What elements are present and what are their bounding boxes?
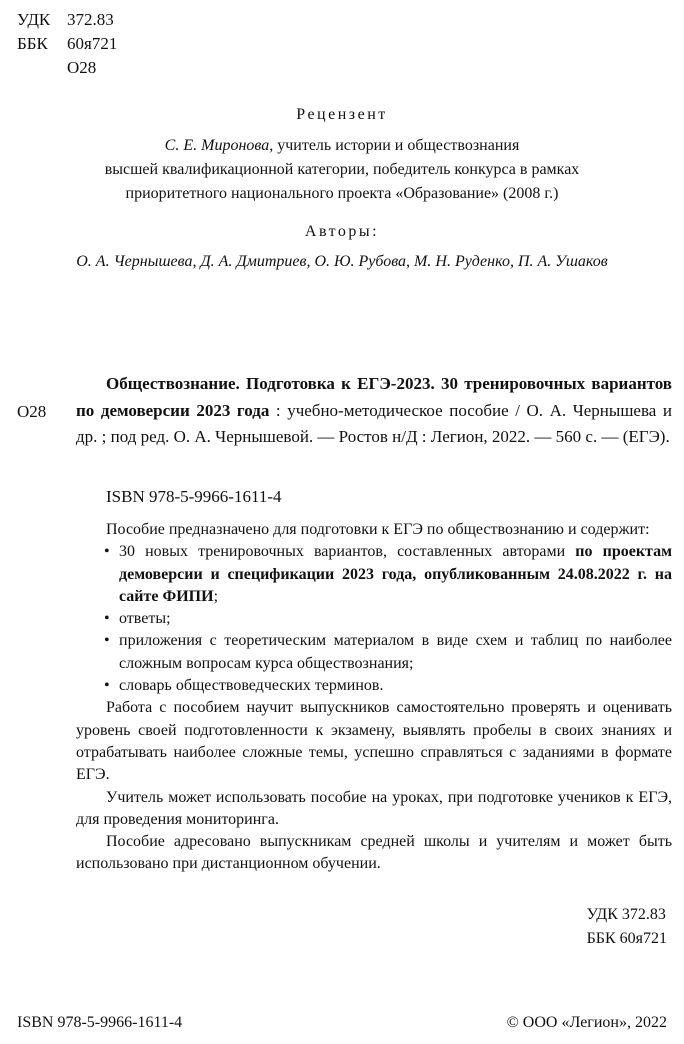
reviewer-block	[0, 103, 684, 206]
annotation-paragraph-4: Пособие адресовано выпускникам средней школы и учителям и может быть использовано при дистанционном обучении.	[76, 833, 672, 873]
book-title: Обществознание. Подготовка к ЕГЭ-2023. 30 тренировочных вариантов по демоверсии 2023 года	[76, 374, 672, 420]
contents-list	[76, 541, 672, 697]
end-classification-codes	[587, 903, 667, 951]
udk-row	[17, 8, 117, 32]
reviewer-heading: Рецензент	[296, 106, 388, 123]
list-item: • словарь обществоведческих терминов.	[104, 677, 384, 695]
classification-codes	[17, 8, 117, 80]
footer-isbn: ISBN 978-5-9966-1611-4	[17, 1014, 183, 1031]
author-mark-row	[17, 56, 117, 80]
authors-block	[0, 220, 684, 274]
annotation	[76, 519, 672, 876]
end-bbk: ББК 60я721	[586, 930, 667, 947]
biblio-isbn: ISBN 978-5-9966-1611-4	[106, 487, 282, 506]
list-item: • ответы;	[104, 610, 171, 628]
list-item: • 30 новых тренировочных вариантов, составленных авторами по проектам демоверсии и спецификации 2023 года, опубликованным 24.08.2022 г. на сайте ФИПИ;	[104, 543, 673, 605]
bibliographic-record	[76, 371, 672, 451]
reviewer-line-2: высшей квалификационной категории, победитель конкурса в рамках	[104, 161, 580, 178]
bbk-label: ББК	[17, 34, 48, 53]
annotation-intro: Пособие предназначено для подготовки к ЕГЭ по обществознанию и содержит:	[106, 521, 650, 538]
bbk-value: 60я721	[67, 34, 118, 53]
authors-heading: Авторы:	[304, 223, 380, 240]
author-mark: О28	[67, 58, 97, 77]
annotation-paragraph-2: Работа с пособием научит выпускников самостоятельно проверять и оценивать уровень своей подготовленности к экзамену, выявлять пробелы в своих знаниях и отрабатывать наиболее сложные темы, успешно справляться с заданиями в формате ЕГЭ.	[76, 699, 672, 784]
reviewer-line-3: приоритетного национального проекта «Образование» (2008 г.)	[125, 185, 559, 202]
annotation-paragraph-3: Учитель может использовать пособие на уроках, при подготовке учеников к ЕГЭ, для проведения мониторинга.	[76, 788, 672, 828]
footer-copyright: © ООО «Легион», 2022	[506, 1014, 667, 1031]
bbk-row	[17, 32, 117, 56]
biblio-side-mark: О28	[17, 402, 47, 421]
list-item: • приложения с теоретическим материалом в виде схем и таблиц по наиболее сложным вопросам курса обществознания;	[104, 632, 672, 672]
reviewer-line-1: С. Е. Миронова, учитель истории и обществознания	[164, 137, 520, 154]
udk-value: 372.83	[67, 10, 114, 29]
authors-names: О. А. Чернышева, Д. А. Дмитриев, О. Ю. Рубова, М. Н. Руденко, П. А. Ушаков	[76, 253, 608, 270]
end-udk: УДК 372.83	[586, 906, 666, 923]
udk-label: УДК	[17, 10, 51, 29]
reviewer-name: С. Е. Миронова	[164, 137, 270, 154]
book-description: : учебно-методическое пособие / О. А. Чернышева и др. ; под ред. О. А. Чернышевой. — Ростов н/Д : Легион, 2022. — 560 с. — (ЕГЭ).	[76, 400, 672, 446]
